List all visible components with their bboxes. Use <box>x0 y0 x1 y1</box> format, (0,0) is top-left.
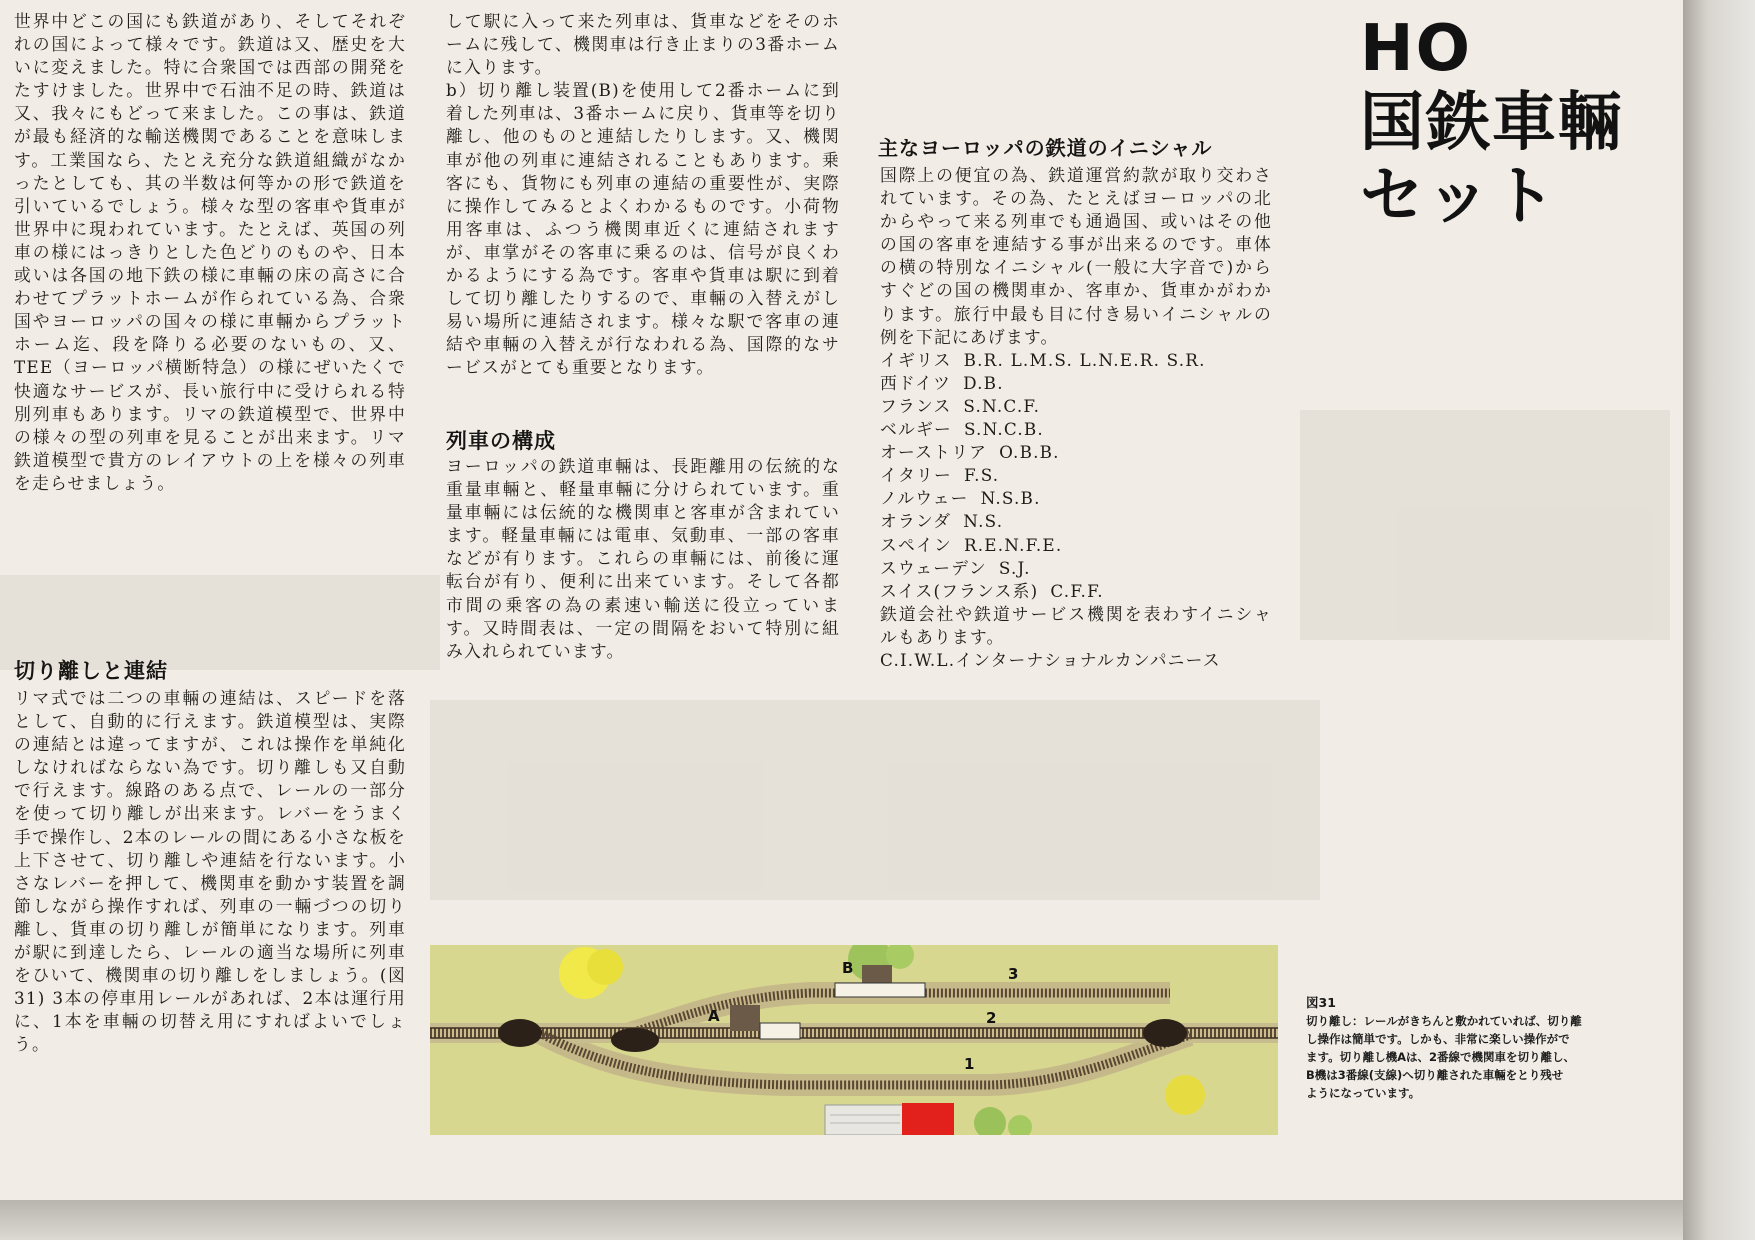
initials-footer-1: 鉄道会社や鉄道サービス機関を表わすイニシャルもあります。 <box>880 603 1272 647</box>
coupling-body <box>14 687 406 1057</box>
initials-country: イタリー <box>880 465 952 486</box>
figure-31-caption <box>1306 994 1683 1102</box>
page-edge-bottom <box>0 1200 1683 1240</box>
coupling-paragraph: リマ式では二つの車輛の連結は、スピードを落として、自動的に行えます。鉄道模型は、実際の連結とは違ってますが、これは操作を単純化しなければならない為です。切り離しも又自動で行えます。線路のある点で、レールの一部分を使って切り離しが出来ます。レバーをうまく手で操作し、2本のレールの間にある小さな板を上下させて、切り離しや連結を行ないます。小さなレバーを押して、機関車を動かす装置を調節しながら操作すれば、列車の一輛づつの切り離し、貨車の切り離しが簡単になります。列車が駅に到達したら、レールの適当な場所に列車をひいて、機関車の切り離しをしましょう。(図31) 3本の停車用レールがあれば、2本は運行用に、1本を車輛の切替え用にすればよいでしょう。 <box>14 688 406 1055</box>
title-line-2: 国鉄車輛 <box>1360 86 1624 160</box>
initials-code: C.F.F. <box>1050 580 1104 601</box>
initials-code: N.S.B. <box>980 488 1041 509</box>
column-2 <box>446 10 840 380</box>
bush-illustration <box>1165 1075 1205 1115</box>
bleed-through-panel <box>430 700 880 900</box>
initials-country: イギリス <box>880 349 952 370</box>
bush-illustration <box>1008 1115 1032 1135</box>
initials-row <box>880 580 1272 603</box>
initials-row <box>880 349 1272 372</box>
initials-row <box>880 441 1272 464</box>
initials-code: S.J. <box>998 557 1031 578</box>
uncoupler-a-bar <box>760 1023 800 1039</box>
label-b: B <box>842 959 854 977</box>
title-line-3: セット <box>1360 160 1558 234</box>
initials-footer-2: C.I.W.L.インターナショナルカンパニース <box>880 649 1221 670</box>
page-edge-right <box>1683 0 1755 1240</box>
initials-country: 西ドイツ <box>880 372 952 393</box>
col2-paragraph-1: して駅に入って来た列車は、貨車などをそのホームに残して、機関車は行き止まりの3番ホームに入ります。 <box>446 11 840 78</box>
caption-title: 図31 <box>1306 995 1336 1010</box>
section-heading-coupling: 切り離しと連結 <box>14 659 168 683</box>
uncoupler-a <box>730 1005 760 1031</box>
initials-country: フランス <box>880 395 952 416</box>
turnout-right <box>1143 1019 1187 1047</box>
bush-illustration <box>974 1107 1006 1135</box>
initials-intro: 国際上の便宜の為、鉄道運営約款が取り交わされています。その為、たとえばヨーロッパの北からやって来る列車でも通過国、或いはその他の国の客車を連結する事が出来るのです。車体の横の特別なイニシャル(一般に大字音で)からすぐどの国の機関車か、客車か、貨車かがわかります。旅行中最も目に付き易いイニシャルの例を下記にあげます。 <box>880 165 1272 347</box>
track-label-1: 1 <box>964 1055 975 1073</box>
uncoupler-b-bar <box>835 983 925 997</box>
initials-code: S.N.C.B. <box>963 419 1044 440</box>
station-building-red <box>902 1103 954 1135</box>
station-platform <box>825 1105 905 1135</box>
initials-code: F.S. <box>963 465 1000 486</box>
initials-row <box>880 395 1272 418</box>
caption-line: 切り離し：レールがきちんと敷かれていれば、切り離 <box>1306 1014 1582 1028</box>
bleed-through-panel <box>1300 410 1670 640</box>
bush-illustration <box>587 949 623 985</box>
initials-code: R.E.N.F.E. <box>963 534 1063 555</box>
initials-country: スウェーデン <box>880 557 987 578</box>
initials-row <box>880 510 1272 533</box>
track-label-2: 2 <box>986 1009 997 1027</box>
initials-country: オランダ <box>880 511 952 532</box>
initials-row <box>880 534 1272 557</box>
initials-code: S.N.C.F. <box>963 395 1041 416</box>
label-a: A <box>708 1007 720 1025</box>
turnout-middle <box>611 1028 659 1052</box>
section-heading-composition: 列車の構成 <box>446 429 556 453</box>
bleed-through-panel <box>880 700 1320 900</box>
initials-country: ベルギー <box>880 419 952 440</box>
initials-country: オーストリア <box>880 442 988 463</box>
composition-paragraph: ヨーロッパの鉄道車輛は、長距離用の伝統的な重量車輛と、軽量車輛に分けられています。重量車輛には伝統的な機関車と客車が含まれています。軽量車輛には電車、気動車、一部の客車などが有ります。これらの車輛には、前後に運転台が有り、便利に出来ています。そして各都市間の乗客の為の素速い輸送に役立っています。又時間表は、一定の間隔をおいて特別に組み入れられています。 <box>446 456 840 661</box>
caption-line: ようになっています。 <box>1306 1086 1421 1100</box>
initials-row <box>880 464 1272 487</box>
caption-line: ます。切り離し機Aは、2番線で機関車を切り離し、 <box>1306 1050 1575 1064</box>
initials-code: O.B.B. <box>999 442 1060 463</box>
section-heading-initials: 主なヨーロッパの鉄道のイニシャル <box>878 136 1213 160</box>
caption-line: B機は3番線(支線)へ切り離された車輛をとり残せ <box>1306 1068 1564 1082</box>
initials-country: スイス(フランス系) <box>880 580 1039 601</box>
initials-list <box>880 349 1272 603</box>
intro-paragraph: 世界中どこの国にも鉄道があり、そしてそれぞれの国によって様々です。鉄道は又、歴史を大いに変えました。特に合衆国では西部の開発をたすけました。世界中で石油不足の時、鉄道は又、我々にもどって来ました。この事は、鉄道が最も経済的な輸送機関であることを意味します。工業国なら、たとえ充分な鉄道組織がなかったとしても、其の半数は何等かの形で鉄道を引いているでしょう。様々な型の客車や貨車が世界中に現われています。たとえば、英国の列車の様にはっきりとした色どりのものや、日本或いは各国の地下鉄の様に車輛の床の高さに合わせてプラットホームが作られている為、合衆国やヨーロッパの国々の様に車輛からプラットホーム迄、段を降りる必要のないもの、又、TEE（ヨーロッパ横断特急）の様にぜいたくで快適なサービスが、長い旅行中に受けられる特別列車もあります。リマの鉄道模型で、世界中の様々の型の列車を見ることが出来ます。リマ鉄道模型で貴方のレイアウトの上を様々の列車を走らせましょう。 <box>14 11 406 493</box>
composition-body <box>446 455 840 663</box>
initials-code: N.S. <box>963 511 1004 532</box>
track-label-3: 3 <box>1008 965 1019 983</box>
title-line-1: HO <box>1360 12 1472 86</box>
caption-line: し操作は簡単です。しかも、非常に楽しい操作がで <box>1306 1032 1570 1046</box>
col2-paragraph-2: b）切り離し装置(B)を使用して2番ホームに到着した列車は、3番ホームに戻り、貨車等を切り離し、他のものと連結したりします。又、機関車が他の列車に連結されることもあります。乗客にも、貨物にも列車の連結の重要性が、実際に操作してみるとよくわかるものです。小荷物用客車は、ふつう機関車近くに連結されますが、車掌がその客車に乗るのは、信号が良くわかるようにする為です。客車や貨車は駅に到着して切り離したりするので、車輛の入替えがし易い場所に連結されます。様々な駅で客車の連結や車輛の入替えが行なわれる為、国際的なサービスがとても重要となります。 <box>446 80 840 378</box>
turnout-left <box>498 1019 542 1047</box>
initials-column <box>880 164 1272 672</box>
track-diagram-svg <box>430 945 1278 1135</box>
initials-row <box>880 557 1272 580</box>
initials-row <box>880 372 1272 395</box>
initials-code: B.R. L.M.S. L.N.E.R. S.R. <box>963 349 1206 370</box>
column-1-intro <box>14 10 406 495</box>
initials-row <box>880 487 1272 510</box>
initials-row <box>880 418 1272 441</box>
figure-31-track-diagram <box>430 945 1278 1135</box>
initials-code: D.B. <box>963 372 1004 393</box>
initials-country: ノルウェー <box>880 488 969 509</box>
initials-country: スペイン <box>880 534 952 555</box>
page-title <box>1360 12 1624 234</box>
